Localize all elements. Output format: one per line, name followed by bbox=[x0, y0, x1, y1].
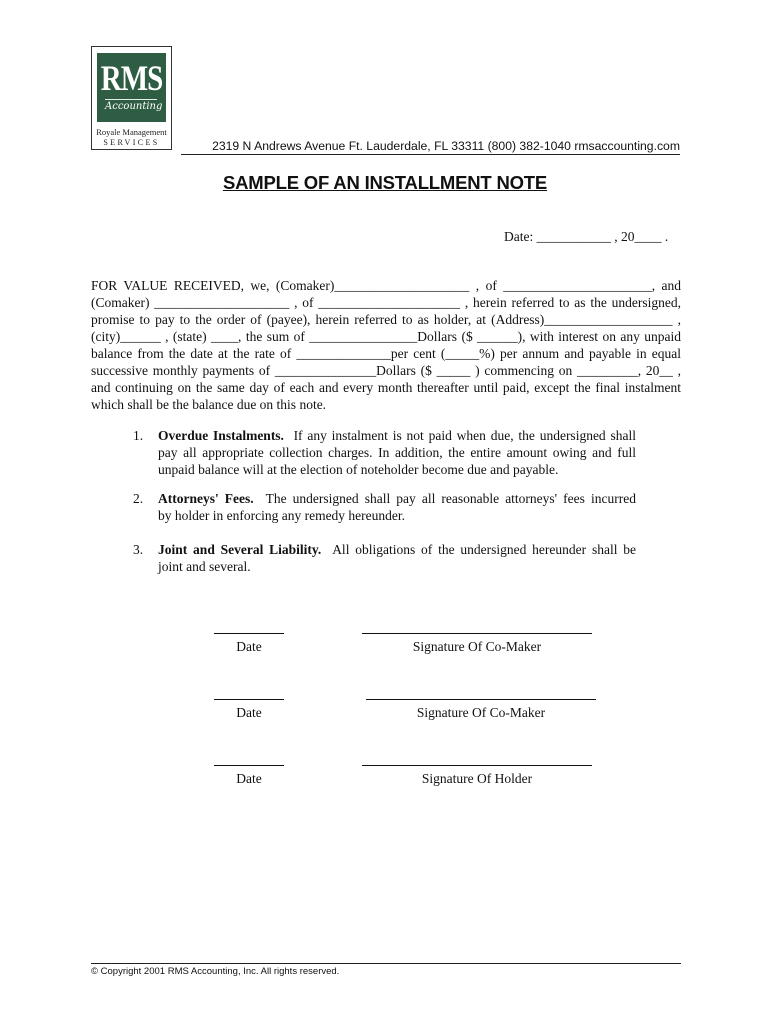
clause-number: 1. bbox=[133, 428, 144, 443]
date-label: Date bbox=[236, 639, 262, 654]
body-line: promise to pay to the order of (payee), herein referred to as holder, at (Address)___________________ , bbox=[91, 312, 681, 327]
body-line: (Comaker) ____________________ , of _____________________ , herein referred to as the undersigned, bbox=[91, 295, 681, 310]
body-line: (city)______ , (state) ____, the sum of ________________Dollars ($ ______), with interest on any unpaid bbox=[91, 329, 681, 344]
clause-text: joint and several. bbox=[158, 559, 251, 574]
date-signature-line[interactable] bbox=[214, 633, 284, 634]
note-body bbox=[91, 277, 681, 413]
body-line: FOR VALUE RECEIVED, we, (Comaker)____________________ , of ______________________, and bbox=[91, 278, 681, 293]
header-address: 2319 N Andrews Avenue Ft. Lauderdale, FL 33311 (800) 382-1040 rmsaccounting.com bbox=[181, 139, 680, 155]
date-signature-line[interactable] bbox=[214, 765, 284, 766]
document-title: SAMPLE OF AN INSTALLMENT NOTE bbox=[222, 172, 548, 193]
clause-text: If any instalment is not paid when due, the undersigned shall bbox=[293, 428, 636, 443]
body-line: which shall be the balance due on this note. bbox=[91, 397, 327, 412]
clause-text: pay all appropriate collection charges. In addition, the entire amount owing and full bbox=[158, 445, 636, 460]
logo-company-line2: SERVICES bbox=[103, 138, 160, 147]
signature-line[interactable] bbox=[362, 633, 592, 634]
logo-initials: RMS bbox=[100, 58, 163, 99]
clause-text: All obligations of the undersigned hereunder shall be bbox=[332, 542, 636, 557]
clause-number: 3. bbox=[133, 542, 144, 557]
clause-text: unpaid balance will at the election of noteholder become due and payable. bbox=[158, 462, 559, 477]
logo-badge bbox=[97, 53, 166, 122]
copyright-footer: © Copyright 2001 RMS Accounting, Inc. All rights reserved. bbox=[91, 963, 681, 977]
clause-text: by holder in enforcing any remedy hereunder. bbox=[158, 508, 406, 523]
clause-number: 2. bbox=[133, 491, 144, 506]
logo-script-text: Accounting bbox=[105, 101, 163, 112]
company-logo bbox=[91, 46, 172, 150]
date-label: Date bbox=[236, 705, 262, 720]
date-label: Date bbox=[236, 771, 262, 786]
clause-title: Joint and Several Liability. bbox=[158, 542, 322, 557]
signature-line[interactable] bbox=[366, 699, 596, 700]
date-field-line: Date: ___________ , 20____ . bbox=[504, 229, 669, 244]
date-signature-line[interactable] bbox=[214, 699, 284, 700]
clause-title: Overdue Instalments. bbox=[158, 428, 284, 443]
signature-label: Signature Of Co-Maker bbox=[412, 639, 542, 654]
logo-company-line1: Royale Management bbox=[96, 127, 167, 137]
body-line: and continuing on the same day of each and every month thereafter until paid, except the final instalment bbox=[91, 380, 681, 395]
clause-text: The undersigned shall pay all reasonable attorneys' fees incurred bbox=[265, 491, 636, 506]
signature-line[interactable] bbox=[362, 765, 592, 766]
body-line: successive monthly payments of _______________Dollars ($ _____ ) commencing on _________, 20__ , bbox=[91, 363, 681, 378]
signature-label: Signature Of Holder bbox=[421, 771, 533, 786]
signature-label: Signature Of Co-Maker bbox=[416, 705, 546, 720]
clause-title: Attorneys' Fees. bbox=[158, 491, 254, 506]
body-line: balance from the date at the rate of ______________per cent (_____%) per annum and payable in equal bbox=[91, 346, 681, 361]
